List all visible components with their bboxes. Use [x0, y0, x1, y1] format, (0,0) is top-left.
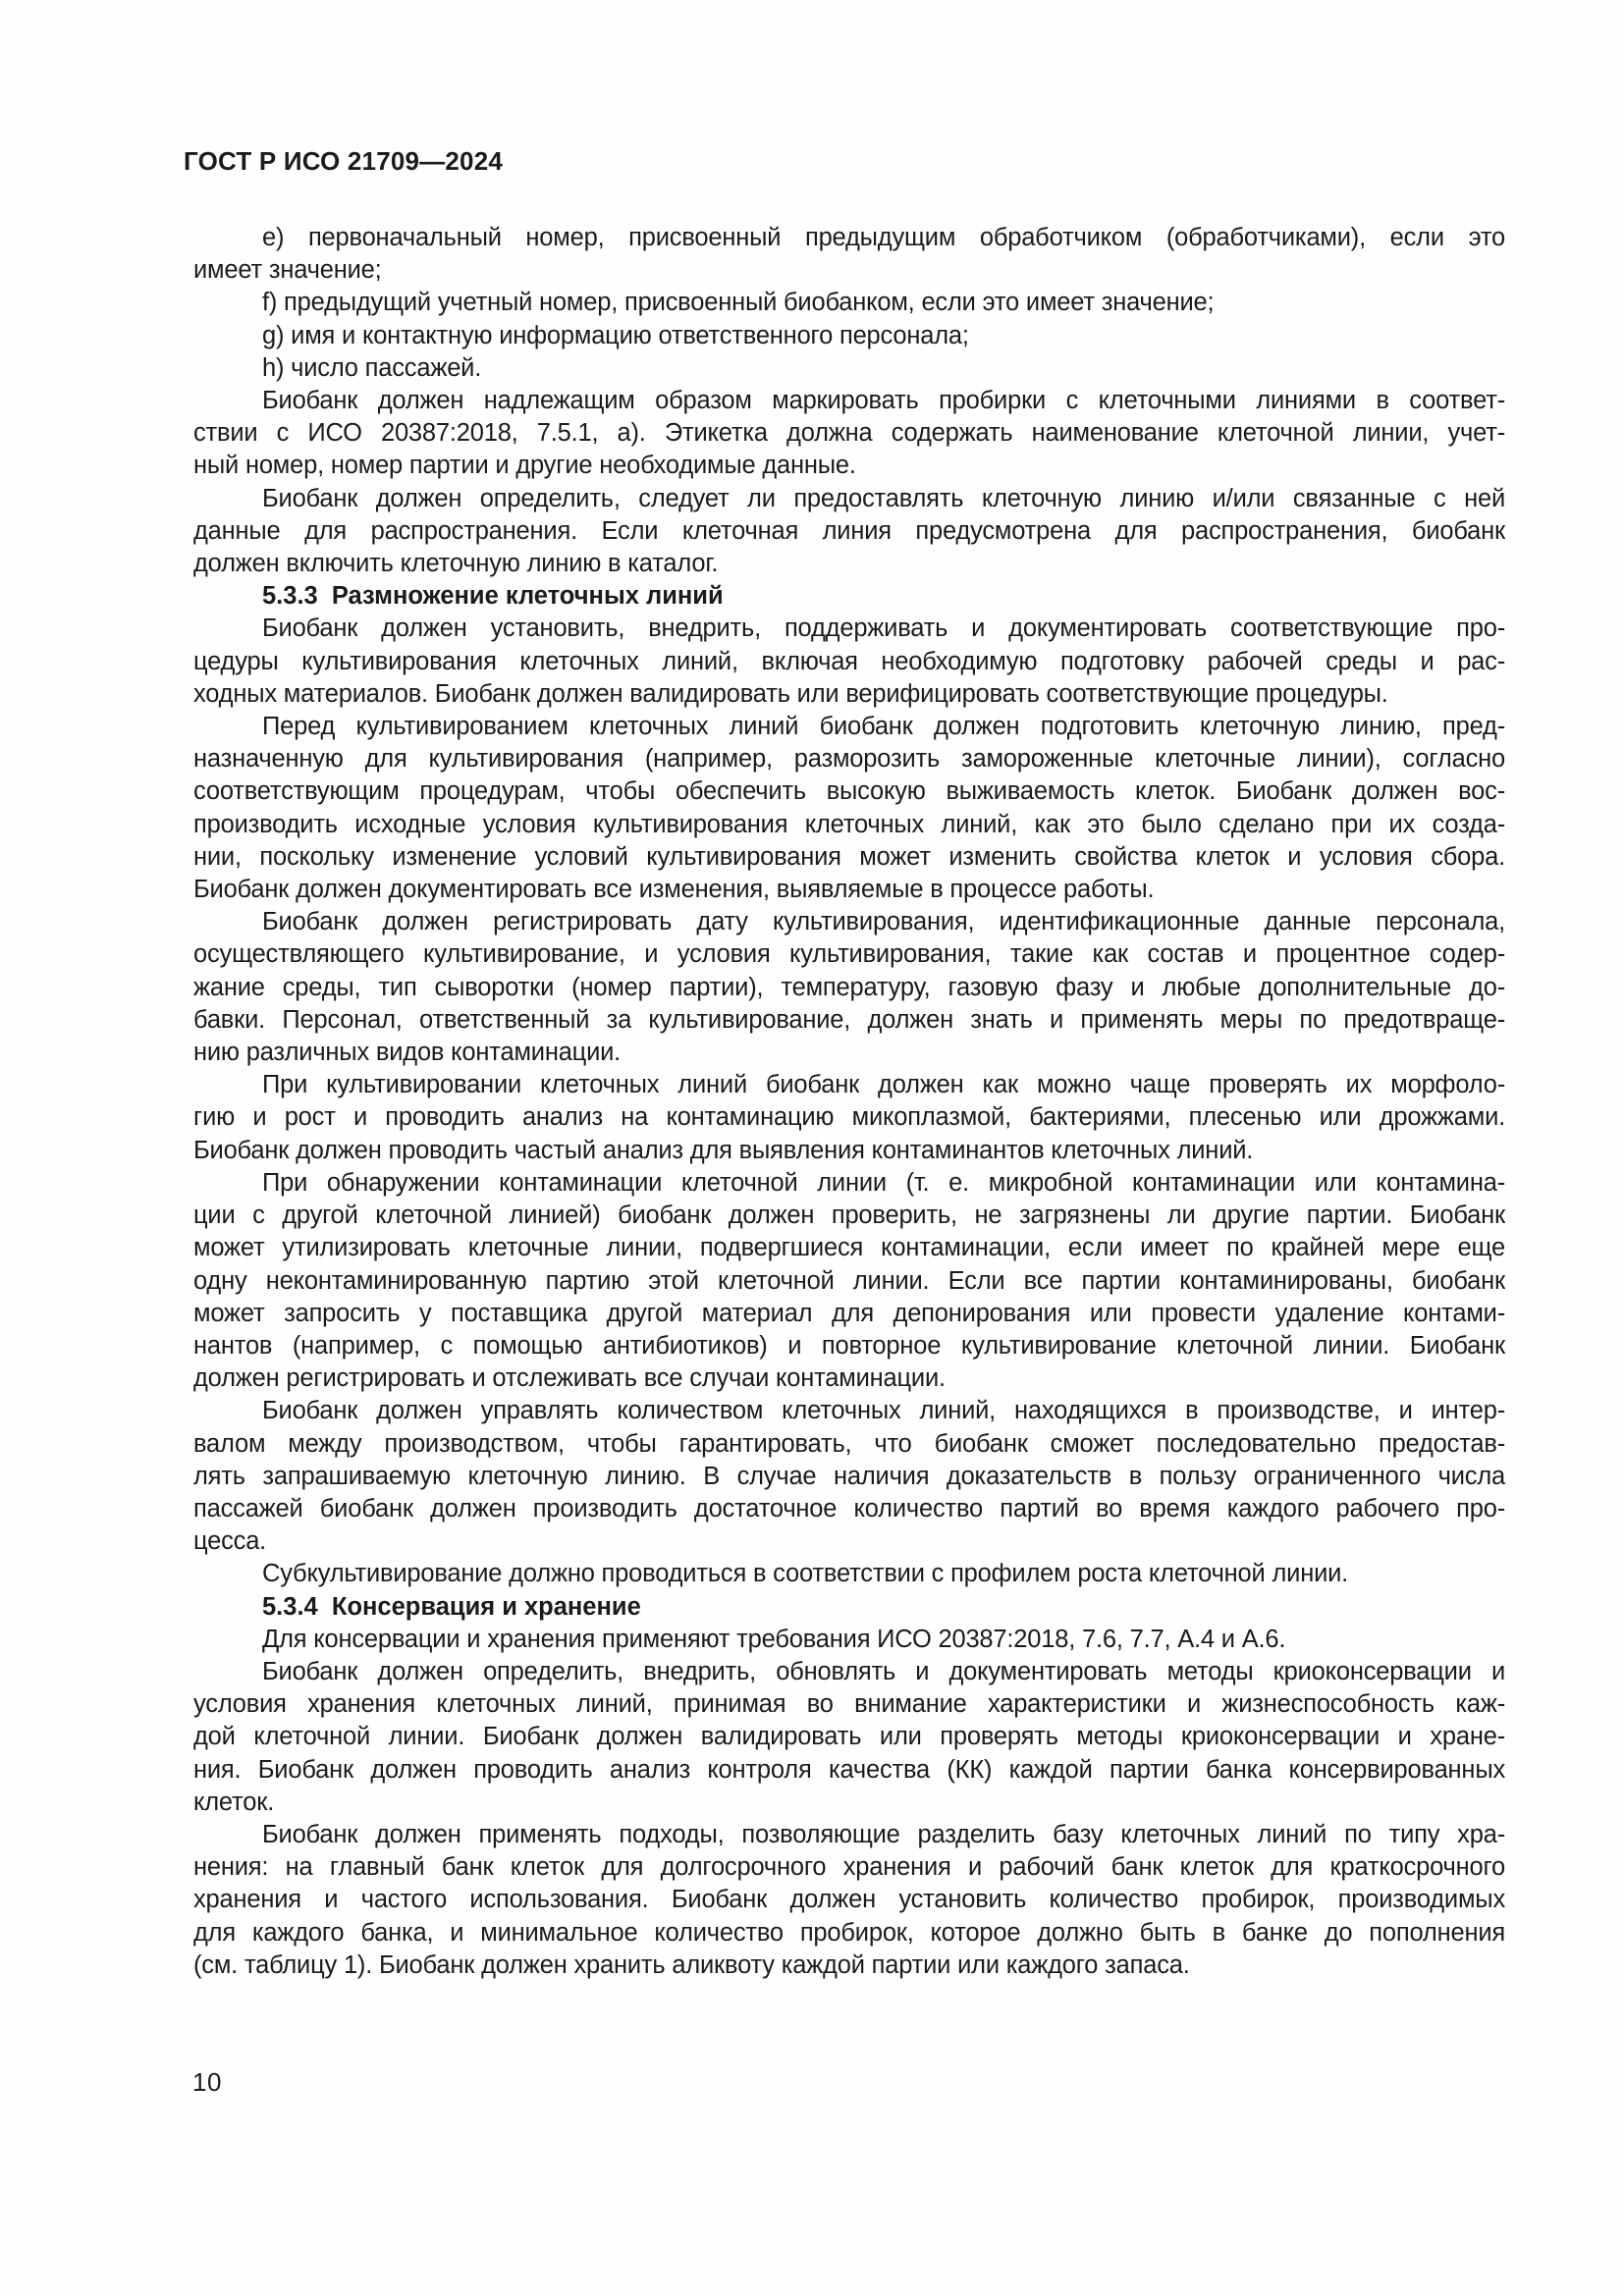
text-line: должен регистрировать и отслеживать все случаи контаминации. [193, 1364, 946, 1393]
text-line: нантов (например, с помощью антибиотиков) и повторное культивирование клеточной линии. Биобанк [193, 1331, 1505, 1360]
text-line: валом между производством, чтобы гарантировать, что биобанк сможет последовательно предостав- [193, 1429, 1505, 1458]
text-line: Биобанк должен надлежащим образом маркировать пробирки с клеточными линиями в соответ- [262, 387, 1505, 415]
paragraph [193, 1624, 1505, 1656]
text-line: дой клеточной линии. Биобанк должен валидировать или проверять методы криоконсервации и хране- [193, 1723, 1505, 1751]
text-line: хранения и частого использования. Биобанк должен установить количество пробирок, производимых [193, 1886, 1505, 1914]
paragraph [193, 483, 1505, 581]
text-line: условия хранения клеточных линий, принимая во внимание характеристики и жизнеспособность каж- [193, 1690, 1505, 1719]
text-line: Для консервации и хранения применяют требования ИСО 20387:2018, 7.6, 7.7, А.4 и А.6. [262, 1625, 1286, 1653]
text-line: Перед культивированием клеточных линий биобанк должен подготовить клеточную линию, пред- [262, 713, 1505, 741]
paragraph [193, 711, 1505, 906]
text-line: Биобанк должен регистрировать дату культивирования, идентификационные данные персонала, [262, 908, 1505, 936]
text-line: f) предыдущий учетный номер, присвоенный биобанком, если это имеет значение; [262, 289, 1215, 317]
text-line: e) первоначальный номер, присвоенный предыдущим обработчиком (обработчиками), если это [262, 224, 1505, 251]
paragraph [193, 1656, 1505, 1819]
text-line: Биобанк должен управлять количеством клеточных линий, находящихся в производстве, и интер- [262, 1397, 1505, 1425]
text-line: осуществляющего культивирование, и условия культивирования, такие как состав и процентное содер- [193, 940, 1505, 969]
paragraph [193, 1395, 1505, 1558]
paragraph [193, 385, 1505, 483]
text-line: пассажей биобанк должен производить достаточное количество партий во время каждого рабочего про- [193, 1494, 1505, 1522]
text-line: ствии с ИСО 20387:2018, 7.5.1, а). Этикетка должна содержать наименование клеточной линии, учет- [193, 419, 1505, 448]
text-line: Субкультивирование должно проводиться в соответствии с профилем роста клеточной линии. [262, 1560, 1349, 1588]
running-header: ГОСТ Р ИСО 21709—2024 [184, 146, 504, 176]
paragraph [193, 287, 1505, 319]
text-line: должен включить клеточную линию в каталог. [193, 550, 719, 578]
text-line: для каждого банка, и минимальное количество пробирок, которое должно быть в банке до пополнения [193, 1918, 1505, 1947]
text-line: Биобанк должен документировать все изменения, выявляемые в процессе работы. [193, 876, 1155, 904]
text-line: жание среды, тип сыворотки (номер партии), температуру, газовую фазу и любые дополнительные до- [193, 973, 1505, 1001]
paragraph [193, 222, 1505, 287]
paragraph [193, 320, 1505, 352]
text-line: лять запрашиваемую клеточную линию. В случае наличия доказательств в пользу ограниченного числа [193, 1462, 1505, 1490]
text-line: бавки. Персонал, ответственный за культивирование, должен знать и применять меры по предотвраще- [193, 1005, 1505, 1034]
paragraph [193, 613, 1505, 711]
text-line: данные для распространения. Если клеточная линия предусмотрена для распространения, биобанк [193, 516, 1505, 545]
text-line: При обнаружении контаминации клеточной линии (т. е. микробной контаминации или контамина- [262, 1168, 1505, 1197]
paragraph [193, 352, 1505, 385]
text-line: клеток. [193, 1788, 275, 1816]
text-line: имеет значение; [193, 256, 382, 285]
paragraph [193, 1558, 1505, 1590]
text-line: При культивировании клеточных линий биобанк должен как можно чаще проверять их морфоло- [262, 1071, 1505, 1099]
section-heading: 5.3.3 Размножение клеточных линий [262, 582, 724, 611]
text-line: (см. таблицу 1). Биобанк должен хранить аликвоту каждой партии или каждого запаса. [193, 1950, 1190, 1979]
paragraph [193, 1819, 1505, 1982]
text-line: нения: на главный банк клеток для долгосрочного хранения и рабочий банк клеток для краткосрочного [193, 1853, 1505, 1882]
page-number: 10 [192, 2067, 222, 2097]
section-heading: 5.3.4 Консервация и хранение [262, 1592, 641, 1621]
paragraph [193, 1167, 1505, 1395]
text-line: ходных материалов. Биобанк должен валидировать или верифицировать соответствующие процедуры. [193, 679, 1388, 708]
document-body [193, 222, 1505, 1982]
text-line: одну неконтаминированную партию этой клеточной линии. Если все партии контаминированы, биобанк [193, 1266, 1505, 1295]
text-line: g) имя и контактную информацию ответственного персонала; [262, 321, 969, 349]
text-line: h) число пассажей. [262, 353, 482, 382]
text-line: Биобанк должен определить, следует ли предоставлять клеточную линию и/или связанные с ней [262, 484, 1505, 512]
text-line: ный номер, номер партии и другие необходимые данные. [193, 452, 856, 480]
text-line: ции с другой клеточной линией) биобанк должен проверить, не загрязнены ли другие партии. Биобанк [193, 1201, 1505, 1230]
paragraph [193, 906, 1505, 1069]
text-line: нию различных видов контаминации. [193, 1039, 622, 1067]
text-line: цедуры культивирования клеточных линий, включая необходимую подготовку рабочей среды и рас- [193, 647, 1505, 675]
text-line: Биобанк должен установить, внедрить, поддерживать и документировать соответствующие про- [262, 614, 1505, 643]
text-line: Биобанк должен определить, внедрить, обновлять и документировать методы криоконсервации и [262, 1657, 1505, 1685]
text-line: цесса. [193, 1527, 267, 1556]
text-line: нии, поскольку изменение условий культивирования может изменить свойства клеток и условия сбора. [193, 842, 1505, 871]
text-line: производить исходные условия культивирования клеточных линий, как это было сделано при их созда- [193, 810, 1505, 838]
text-line: может утилизировать клеточные линии, подвергшиеся контаминации, если имеет по крайней мере еще [193, 1234, 1505, 1262]
paragraph [193, 1069, 1505, 1167]
text-line: Биобанк должен применять подходы, позволяющие разделить базу клеточных линий по типу хра- [262, 1820, 1505, 1848]
text-line: соответствующим процедурам, чтобы обеспечить высокую выживаемость клеток. Биобанк должен вос- [193, 777, 1505, 806]
text-line: Биобанк должен проводить частый анализ для выявления контаминантов клеточных линий. [193, 1136, 1254, 1164]
text-line: назначенную для культивирования (например, разморозить замороженные клеточные линии), согласно [193, 745, 1505, 774]
text-line: гию и рост и проводить анализ на контаминацию микоплазмой, бактериями, плесенью или дрожжами. [193, 1103, 1505, 1132]
text-line: ния. Биобанк должен проводить анализ контроля качества (КК) каждой партии банка консервированных [193, 1755, 1505, 1784]
text-line: может запросить у поставщика другой материал для депонирования или провести удаление контами- [193, 1299, 1505, 1327]
